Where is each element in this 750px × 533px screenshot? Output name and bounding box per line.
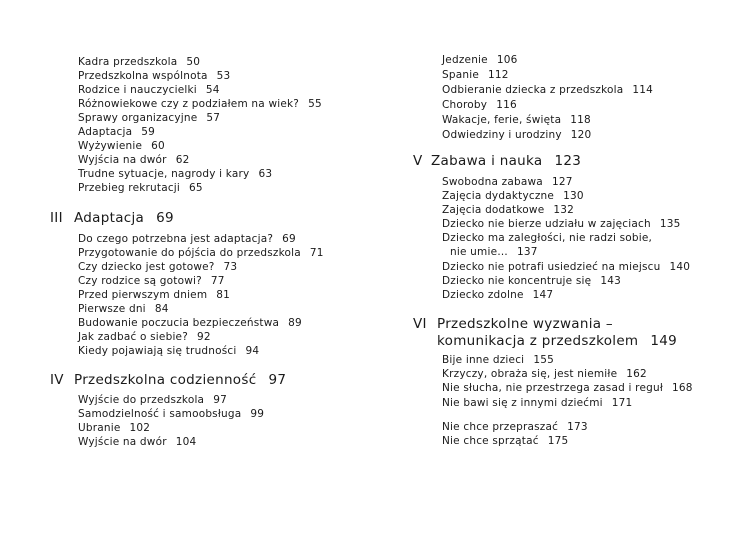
toc-entry-page: 140 (669, 261, 691, 273)
toc-entry-title: Odwiedziny i urodziny (442, 129, 562, 141)
toc-entry-page: 50 (186, 56, 201, 68)
chapter-heading (413, 153, 581, 169)
toc-entry-title: nie umie… (450, 246, 508, 258)
toc-entry-title: Jak zadbać o siebie? (78, 331, 188, 343)
chapter-title: Zabawa i nauka (431, 153, 543, 169)
toc-entry-page: 89 (288, 317, 302, 329)
chapter-number: IV (50, 372, 64, 388)
toc-entry (442, 84, 653, 97)
toc-entry-title: Przygotowanie do pójścia do przedszkola (78, 247, 301, 259)
toc-entry-title: Wakacje, ferie, święta (442, 114, 562, 126)
toc-entry-title: Kadra przedszkola (78, 56, 178, 68)
toc-entry-title: Dziecko nie bierze udziału w zajęciach (442, 218, 651, 230)
toc-entry (442, 114, 591, 127)
toc-entry-page: 63 (258, 168, 273, 180)
toc-entry-page: 114 (632, 84, 654, 96)
toc-entry-continued (450, 246, 538, 259)
toc-entry-title: Różnowiekowe czy z podziałem na wiek? (78, 98, 300, 110)
toc-entry (442, 275, 621, 288)
toc-entry (442, 218, 680, 231)
toc-entry-title: Jedzenie (442, 54, 488, 66)
toc-entry (442, 368, 647, 381)
toc-entry-title: Wyjścia na dwór (78, 154, 167, 166)
toc-entry-title: Zajęcia dydaktyczne (442, 190, 555, 202)
toc-entry-title: Przebieg rekrutacji (78, 182, 181, 194)
toc-entry (442, 129, 591, 142)
toc-entry (442, 176, 573, 189)
toc-entry (78, 56, 200, 69)
toc-entry (442, 99, 517, 112)
toc-entry-page: 171 (611, 397, 633, 409)
toc-entry (78, 303, 169, 316)
chapter-page: 123 (554, 153, 582, 169)
toc-entry-title: Rodzice i nauczycielki (78, 84, 197, 96)
toc-entry (442, 435, 568, 448)
toc-entry (442, 421, 588, 434)
chapter-number: III (50, 210, 63, 226)
toc-entry-title: Krzyczy, obraża się, jest niemiłe (442, 368, 618, 380)
toc-entry (78, 233, 296, 246)
toc-entry-page: 73 (223, 261, 238, 273)
chapter-title-line-1: Przedszkolne wyzwania – (437, 316, 613, 332)
toc-entry-page: 155 (533, 354, 554, 366)
toc-entry-title: Dziecko nie potrafi usiedzieć na miejscu (442, 261, 661, 273)
toc-entry-page: 69 (282, 233, 296, 245)
toc-entry-page: 132 (553, 204, 575, 216)
chapter-page: 149 (650, 333, 678, 349)
toc-entry (78, 70, 230, 83)
toc-entry-title: Kiedy pojawiają się trudności (78, 345, 237, 357)
toc-entry-page: 81 (216, 289, 231, 301)
toc-entry-title: Dziecko ma zaległości, nie radzi sobie, (442, 232, 653, 244)
chapter-page: 97 (268, 372, 287, 388)
toc-entry-title: Nie chce sprzątać (442, 435, 539, 447)
toc-entry (442, 382, 693, 395)
chapter-number: VI (413, 316, 427, 332)
toc-entry-title: Spanie (442, 69, 479, 81)
toc-entry (442, 289, 553, 302)
toc-entry-title: Zajęcia dodatkowe (442, 204, 545, 216)
toc-entry-page: 127 (551, 176, 573, 188)
toc-entry-page: 118 (570, 114, 591, 126)
toc-entry (442, 204, 574, 217)
toc-entry-title: Wyjście do przedszkola (78, 394, 205, 406)
toc-entry (78, 154, 189, 167)
toc-entry (78, 98, 322, 111)
chapter-title-line-2: komunikacja z przedszkolem (437, 333, 639, 349)
chapter-title: Adaptacja (74, 210, 145, 226)
toc-entry-title: Dziecko zdolne (442, 289, 524, 301)
toc-entry-page: 106 (496, 54, 518, 66)
toc-entry (78, 436, 196, 449)
toc-entry-title: Budowanie poczucia bezpieczeństwa (78, 317, 280, 329)
toc-entry-title: Swobodna zabawa (442, 176, 543, 188)
toc-entry (78, 112, 220, 125)
toc-entry-title: Choroby (442, 99, 488, 111)
toc-entry-page: 84 (154, 303, 169, 315)
chapter-title: Przedszkolna codzienność (74, 372, 257, 388)
toc-entry-page: 147 (532, 289, 554, 301)
chapter-number: V (413, 153, 423, 169)
toc-entry-title: Dziecko nie koncentruje się (442, 275, 592, 287)
toc-entry (78, 422, 150, 435)
toc-entry-page: 54 (205, 84, 220, 96)
toc-entry-page: 143 (600, 275, 621, 287)
chapter-heading (50, 372, 286, 388)
chapter-heading-continued (437, 333, 677, 349)
toc-entry (78, 126, 155, 139)
toc-entry-title: Przedszkolna wspólnota (78, 70, 208, 82)
toc-entry-page: 62 (175, 154, 190, 166)
toc-entry (442, 261, 690, 274)
toc-entry (78, 394, 227, 407)
toc-entry-page: 162 (626, 368, 647, 380)
toc-entry-title: Wyżywienie (78, 140, 143, 152)
toc-entry-title: Czy rodzice są gotowi? (78, 275, 202, 287)
toc-entry (442, 397, 632, 410)
toc-entry (442, 354, 554, 367)
toc-entry (78, 408, 264, 421)
toc-entry-page: 112 (488, 69, 509, 81)
chapter-heading (413, 316, 613, 332)
toc-entry-title: Trudne sytuacje, nagrody i kary (78, 168, 250, 180)
toc-entry (78, 275, 225, 288)
toc-entry-page: 137 (516, 246, 538, 258)
toc-entry-page: 168 (672, 382, 693, 394)
toc-entry (442, 69, 509, 82)
toc-entry-title: Do czego potrzebna jest adaptacja? (78, 233, 274, 245)
toc-entry (78, 182, 203, 195)
toc-entry-page: 116 (496, 99, 517, 111)
toc-entry-page: 173 (567, 421, 588, 433)
toc-entry-page: 60 (151, 140, 165, 152)
toc-entry (78, 140, 165, 153)
chapter-heading (50, 210, 174, 226)
toc-entry-page: 175 (547, 435, 569, 447)
toc-entry (442, 232, 652, 245)
toc-entry-title: Nie słucha, nie przestrzega zasad i reguł (442, 382, 664, 394)
toc-entry-title: Odbieranie dziecka z przedszkola (442, 84, 624, 96)
toc-entry-page: 53 (216, 70, 231, 82)
toc-entry (442, 54, 517, 67)
toc-entry-page: 71 (309, 247, 324, 259)
toc-entry-page: 55 (308, 98, 322, 110)
toc-entry (78, 331, 211, 344)
toc-entry-page: 102 (129, 422, 151, 434)
toc-entry-page: 92 (197, 331, 211, 343)
toc-entry-page: 65 (189, 182, 203, 194)
toc-entry (78, 168, 272, 181)
toc-entry-page: 120 (570, 129, 592, 141)
toc-entry-title: Samodzielność i samoobsługa (78, 408, 242, 420)
toc-entry (78, 317, 302, 330)
toc-entry-page: 77 (210, 275, 225, 287)
toc-entry-title: Adaptacja (78, 126, 133, 138)
toc-entry-title: Ubranie (78, 422, 121, 434)
toc-entry-title: Przed pierwszym dniem (78, 289, 208, 301)
toc-entry-title: Bije inne dzieci (442, 354, 525, 366)
toc-entry (78, 289, 230, 302)
toc-entry (78, 247, 324, 260)
toc-entry-title: Sprawy organizacyjne (78, 112, 198, 124)
toc-entry-page: 57 (206, 112, 221, 124)
toc-entry-title: Czy dziecko jest gotowe? (78, 261, 215, 273)
toc-entry-page: 59 (141, 126, 156, 138)
toc-entry (442, 190, 584, 203)
toc-entry-page: 97 (213, 394, 227, 406)
toc-entry-title: Wyjście na dwór (78, 436, 167, 448)
toc-entry-page: 99 (250, 408, 265, 420)
toc-entry-page: 94 (245, 345, 260, 357)
toc-entry (78, 84, 220, 97)
toc-entry-title: Nie bawi się z innymi dziećmi (442, 397, 603, 409)
toc-entry (78, 345, 259, 358)
toc-entry-page: 104 (175, 436, 197, 448)
toc-entry-page: 135 (659, 218, 681, 230)
chapter-page: 69 (156, 210, 174, 226)
toc-entry-title: Nie chce przepraszać (442, 421, 559, 433)
toc-entry-title: Pierwsze dni (78, 303, 146, 315)
toc-entry-page: 130 (563, 190, 584, 202)
toc-entry (78, 261, 237, 274)
